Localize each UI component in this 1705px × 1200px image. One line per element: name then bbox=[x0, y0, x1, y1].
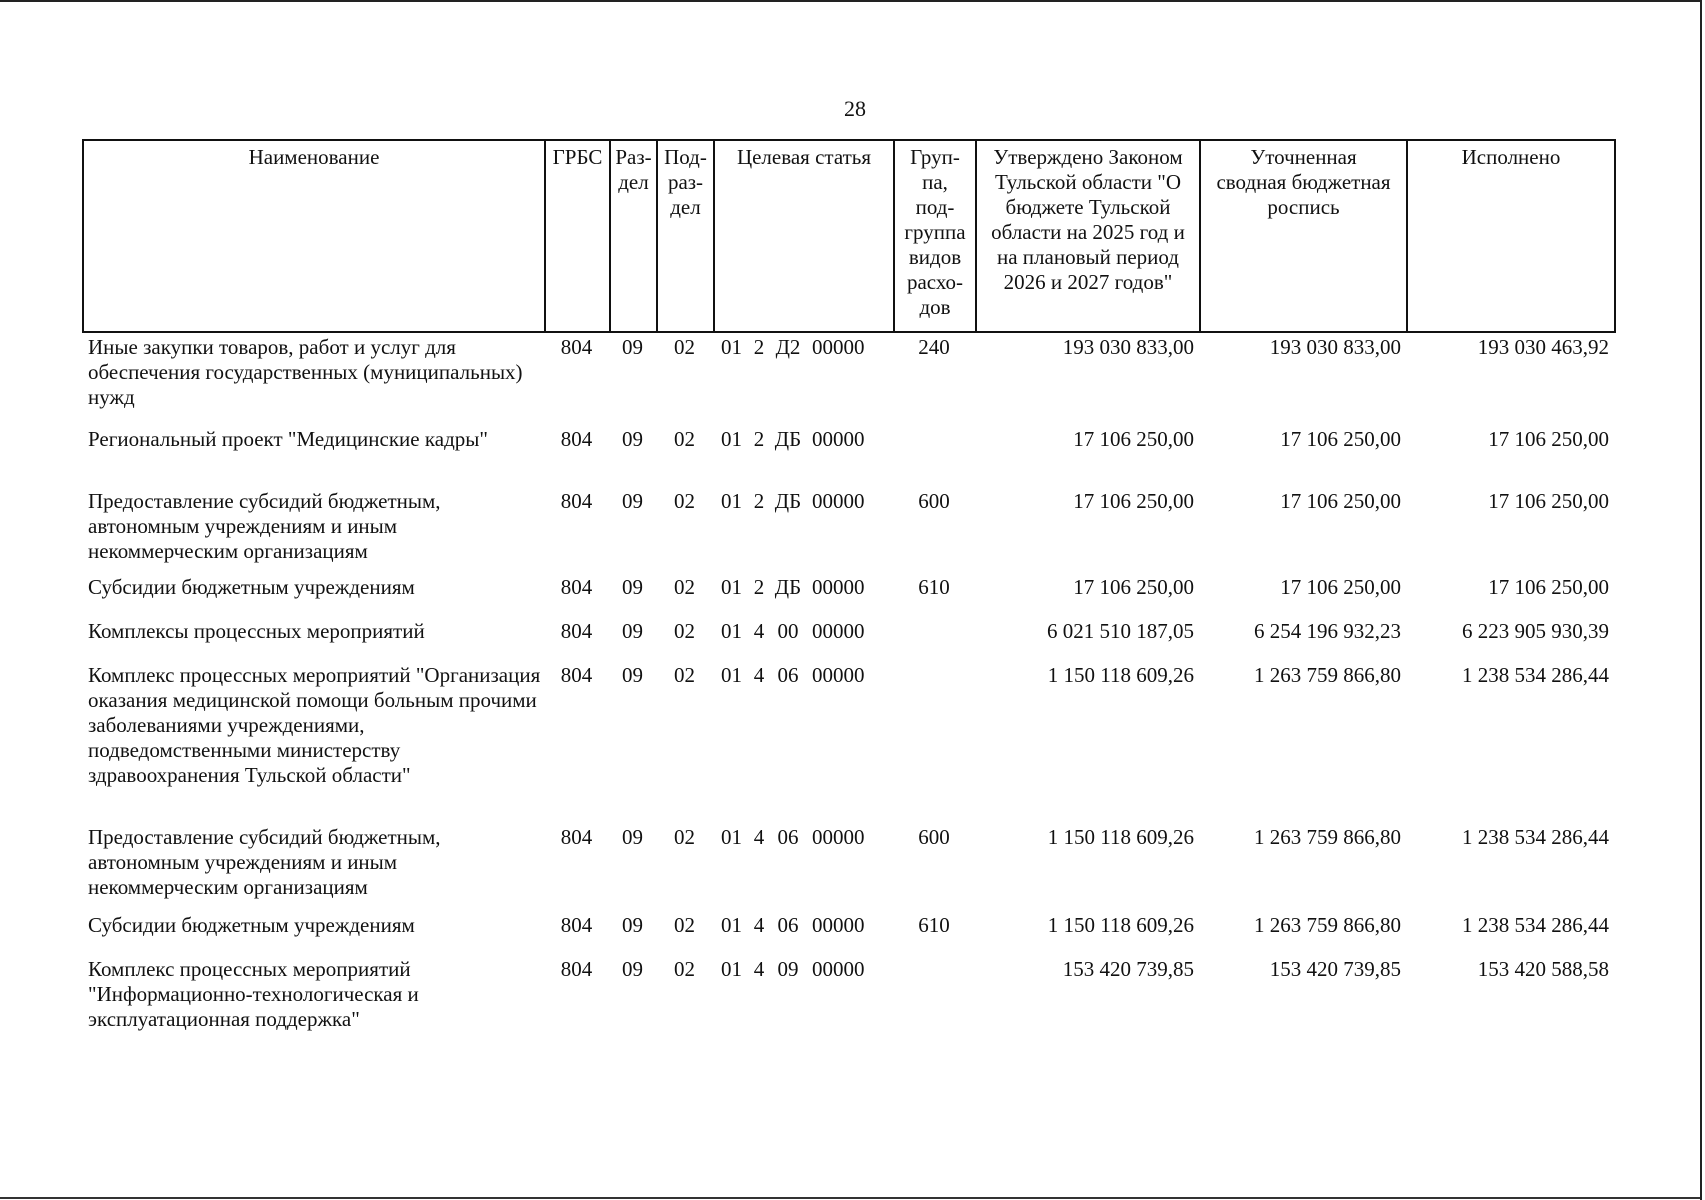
row-razdel: 09 bbox=[622, 957, 643, 981]
header-executed-text: Исполнено bbox=[1461, 145, 1561, 169]
row-approved: 153 420 739,85 bbox=[1062, 957, 1194, 981]
header-target-article bbox=[714, 140, 894, 332]
row-target-direction: 00000 bbox=[812, 619, 865, 643]
header-name-text: Наименование bbox=[248, 145, 380, 169]
table-header bbox=[82, 139, 1616, 333]
row-target-type: 4 bbox=[753, 663, 765, 687]
row-razdel: 09 bbox=[622, 335, 643, 359]
row-approved: 17 106 250,00 bbox=[1073, 489, 1194, 513]
row-podrazdel: 02 bbox=[674, 335, 695, 359]
row-executed: 1 238 534 286,44 bbox=[1462, 663, 1609, 687]
row-approved: 17 106 250,00 bbox=[1073, 575, 1194, 599]
row-razdel: 09 bbox=[622, 427, 643, 451]
row-target-program: 01 bbox=[721, 957, 742, 981]
row-target-direction: 00000 bbox=[812, 427, 865, 451]
row-name: Субсидии бюджетным учреждениям bbox=[88, 913, 415, 937]
row-grbs: 804 bbox=[560, 619, 593, 643]
table-row bbox=[82, 427, 1614, 489]
row-name: Региональный проект "Медицинские кадры" bbox=[88, 427, 488, 451]
row-name: Комплекс процессных мероприятий "Организация оказания медицинской помощи больным прочими заболеваниями учреждениями, подведомственными министерству здравоохранения Тульской области" bbox=[88, 663, 541, 787]
row-approved: 193 030 833,00 bbox=[1062, 335, 1194, 359]
table-row bbox=[82, 825, 1614, 913]
header-name bbox=[83, 140, 545, 332]
row-target-program: 01 bbox=[721, 619, 742, 643]
row-expense-group: 610 bbox=[918, 575, 950, 599]
header-razdel-text: Раз- дел bbox=[615, 145, 652, 194]
row-approved: 17 106 250,00 bbox=[1073, 427, 1194, 451]
header-executed bbox=[1407, 140, 1615, 332]
row-target-direction: 00000 bbox=[812, 335, 865, 359]
header-approved-text: Утверждено Законом Тульской области "О бюджете Тульской области на 2025 год и на плановый период 2026 и 2027 годов" bbox=[991, 145, 1185, 294]
row-target-program: 01 bbox=[721, 575, 742, 599]
row-target-program: 01 bbox=[721, 663, 742, 687]
header-podrazdel-text: Под- раз- дел bbox=[664, 145, 707, 219]
row-razdel: 09 bbox=[622, 619, 643, 643]
row-expense-group bbox=[893, 663, 975, 825]
row-expense-group: 600 bbox=[918, 825, 950, 849]
row-target-type: 4 bbox=[753, 825, 765, 849]
header-approved bbox=[976, 140, 1200, 332]
header-grbs-text: ГРБС bbox=[552, 145, 603, 169]
row-target-type: 4 bbox=[753, 957, 765, 981]
row-expense-group bbox=[893, 619, 975, 663]
row-name: Субсидии бюджетным учреждениям bbox=[88, 575, 415, 599]
row-target-direction: 00000 bbox=[812, 957, 865, 981]
row-refined: 1 263 759 866,80 bbox=[1254, 663, 1401, 687]
row-grbs: 804 bbox=[560, 663, 593, 687]
row-grbs: 804 bbox=[560, 335, 593, 359]
row-podrazdel: 02 bbox=[674, 575, 695, 599]
table-row bbox=[82, 913, 1614, 957]
row-target-element: 00 bbox=[777, 619, 799, 643]
row-executed: 17 106 250,00 bbox=[1488, 489, 1609, 513]
row-approved: 6 021 510 187,05 bbox=[1047, 619, 1194, 643]
row-refined: 17 106 250,00 bbox=[1280, 427, 1401, 451]
row-grbs: 804 bbox=[560, 957, 593, 981]
row-refined: 17 106 250,00 bbox=[1280, 575, 1401, 599]
row-podrazdel: 02 bbox=[674, 663, 695, 687]
row-target-element: ДБ bbox=[774, 427, 802, 451]
row-executed: 17 106 250,00 bbox=[1488, 427, 1609, 451]
row-target-direction: 00000 bbox=[812, 575, 865, 599]
row-target-direction: 00000 bbox=[812, 489, 865, 513]
row-target-type: 2 bbox=[753, 335, 765, 359]
row-target-element: ДБ bbox=[774, 489, 802, 513]
row-grbs: 804 bbox=[560, 489, 593, 513]
row-target-type: 2 bbox=[753, 575, 765, 599]
row-refined: 1 263 759 866,80 bbox=[1254, 913, 1401, 937]
page-number: 28 bbox=[844, 96, 866, 121]
row-refined: 6 254 196 932,23 bbox=[1254, 619, 1401, 643]
row-approved: 1 150 118 609,26 bbox=[1047, 913, 1194, 937]
row-podrazdel: 02 bbox=[674, 489, 695, 513]
row-executed: 6 223 905 930,39 bbox=[1462, 619, 1609, 643]
row-razdel: 09 bbox=[622, 575, 643, 599]
header-refined bbox=[1200, 140, 1407, 332]
page-edge-right bbox=[1700, 0, 1702, 1200]
table-row bbox=[82, 335, 1614, 427]
row-executed: 193 030 463,92 bbox=[1477, 335, 1609, 359]
row-expense-group: 600 bbox=[918, 489, 950, 513]
row-expense-group bbox=[893, 427, 975, 489]
row-target-element: 06 bbox=[777, 663, 799, 687]
row-refined: 153 420 739,85 bbox=[1269, 957, 1401, 981]
row-target-direction: 00000 bbox=[812, 913, 865, 937]
header-target-text: Целевая статья bbox=[736, 145, 872, 169]
table-body bbox=[82, 335, 1614, 1037]
row-name: Комплекс процессных мероприятий "Информационно-технологическая и эксплуатационная поддержка" bbox=[88, 957, 419, 1031]
row-target-type: 4 bbox=[753, 619, 765, 643]
row-executed: 17 106 250,00 bbox=[1488, 575, 1609, 599]
row-target-type: 2 bbox=[753, 489, 765, 513]
row-target-program: 01 bbox=[721, 825, 742, 849]
row-razdel: 09 bbox=[622, 489, 643, 513]
row-target-element: ДБ bbox=[774, 575, 802, 599]
table-row bbox=[82, 663, 1614, 825]
row-expense-group: 240 bbox=[918, 335, 950, 359]
header-grbs bbox=[545, 140, 610, 332]
row-target-type: 4 bbox=[753, 913, 765, 937]
row-target-type: 2 bbox=[753, 427, 765, 451]
row-target-element: 06 bbox=[777, 913, 799, 937]
table-row bbox=[82, 575, 1614, 619]
page-edge-bottom bbox=[0, 1197, 1700, 1199]
header-podrazdel bbox=[657, 140, 714, 332]
row-podrazdel: 02 bbox=[674, 427, 695, 451]
row-podrazdel: 02 bbox=[674, 957, 695, 981]
row-target-element: 06 bbox=[777, 825, 799, 849]
row-grbs: 804 bbox=[560, 825, 593, 849]
row-podrazdel: 02 bbox=[674, 913, 695, 937]
row-refined: 193 030 833,00 bbox=[1269, 335, 1401, 359]
row-target-direction: 00000 bbox=[812, 825, 865, 849]
row-name: Иные закупки товаров, работ и услуг для обеспечения государственных (муниципальных) нужд bbox=[88, 335, 523, 409]
row-refined: 1 263 759 866,80 bbox=[1254, 825, 1401, 849]
row-razdel: 09 bbox=[622, 913, 643, 937]
row-expense-group bbox=[893, 957, 975, 1037]
row-name: Комплексы процессных мероприятий bbox=[88, 619, 425, 643]
row-target-element: 09 bbox=[777, 957, 799, 981]
row-podrazdel: 02 bbox=[674, 619, 695, 643]
row-name: Предоставление субсидий бюджетным, автономным учреждениям и иным некоммерческим организациям bbox=[88, 825, 441, 899]
header-refined-text: Уточненная сводная бюджетная роспись bbox=[1216, 145, 1391, 219]
table-row bbox=[82, 957, 1614, 1037]
header-razdel bbox=[610, 140, 657, 332]
row-executed: 1 238 534 286,44 bbox=[1462, 825, 1609, 849]
row-target-direction: 00000 bbox=[812, 663, 865, 687]
row-target-program: 01 bbox=[721, 913, 742, 937]
row-target-program: 01 bbox=[721, 489, 742, 513]
row-razdel: 09 bbox=[622, 825, 643, 849]
row-target-program: 01 bbox=[721, 427, 742, 451]
row-target-program: 01 bbox=[721, 335, 742, 359]
row-refined: 17 106 250,00 bbox=[1280, 489, 1401, 513]
row-expense-group: 610 bbox=[918, 913, 950, 937]
row-grbs: 804 bbox=[560, 427, 593, 451]
header-group-text: Груп- па, под- группа видов расхо- дов bbox=[904, 145, 966, 319]
row-approved: 1 150 118 609,26 bbox=[1047, 825, 1194, 849]
row-razdel: 09 bbox=[622, 663, 643, 687]
table-row bbox=[82, 619, 1614, 663]
row-grbs: 804 bbox=[560, 913, 593, 937]
row-executed: 1 238 534 286,44 bbox=[1462, 913, 1609, 937]
row-grbs: 804 bbox=[560, 575, 593, 599]
header-expense-group bbox=[894, 140, 976, 332]
page-edge-top bbox=[0, 0, 1700, 2]
row-podrazdel: 02 bbox=[674, 825, 695, 849]
table-row bbox=[82, 489, 1614, 575]
row-name: Предоставление субсидий бюджетным, автономным учреждениям и иным некоммерческим организациям bbox=[88, 489, 441, 563]
row-executed: 153 420 588,58 bbox=[1477, 957, 1609, 981]
row-approved: 1 150 118 609,26 bbox=[1047, 663, 1194, 687]
row-target-element: Д2 bbox=[775, 335, 801, 359]
